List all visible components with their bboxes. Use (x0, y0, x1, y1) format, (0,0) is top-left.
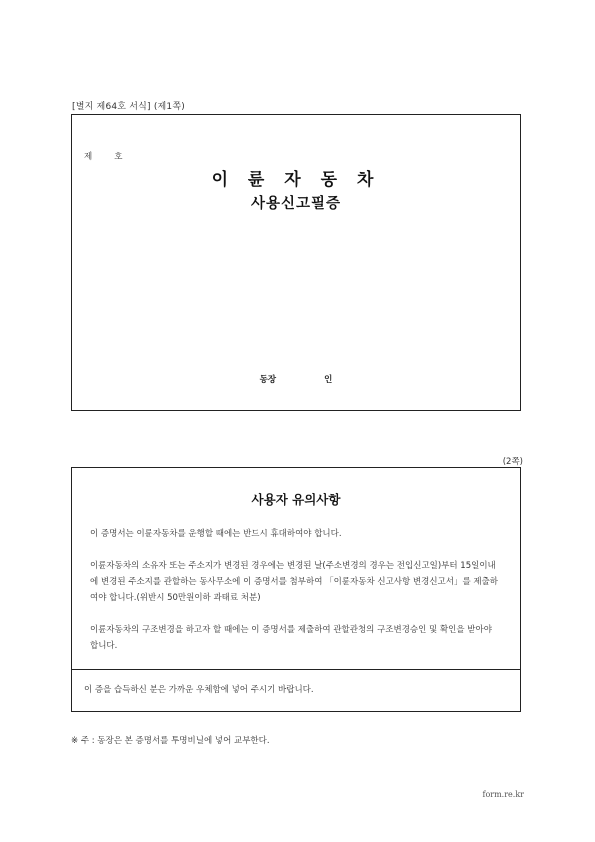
certificate-box (71, 114, 521, 411)
number-suffix: 호 (114, 152, 123, 162)
certificate-number-label (84, 150, 122, 162)
notes-paragraph-3: 이륜자동차의 구조변경을 하고자 할 때에는 이 증명서를 제출하여 관할관청의 구조변경승인 및 확인을 받아야 합니다. (90, 625, 492, 651)
signer-label: 동장 (259, 375, 277, 385)
notes-title: 사용자 유의사항 (251, 492, 341, 507)
certificate-title-line2: 사용신고필증 (250, 196, 342, 212)
number-prefix: 제 (84, 152, 93, 162)
found-notice: 이 증을 습득하신 분은 가까운 우체함에 넣어 주시기 바랍니다. (84, 685, 314, 695)
notes-paragraph-2: 이륜자동차의 소유자 또는 주소지가 변경된 경우에는 변경된 날(주소변경의 경우는 전입신고일)부터 15일이내에 변경된 주소지를 관할하는 동사무소에 이 증명서를 첨부하여 「이륜자동차 신고사항 변경신고서」를 제출하여야 합니다.(위반시 50만원이하 과태료 처분) (90, 561, 499, 603)
certificate-title-line1: 이 륜 자 동 차 (211, 170, 381, 190)
form-caption: [별지 제64호 서식] (제1쪽) (72, 102, 185, 112)
notes-box (71, 467, 521, 712)
site-watermark: form.re.kr (482, 790, 524, 799)
page2-label: (2쪽) (502, 457, 523, 467)
notes-divider (72, 669, 520, 670)
seal-label: 인 (324, 375, 333, 385)
signature-row (72, 373, 520, 385)
footnote: ※ 주 : 동장은 본 증명서를 투명비닐에 넣어 교부한다. (71, 736, 270, 746)
notes-paragraph-1: 이 증명서는 이륜자동차를 운행할 때에는 반드시 휴대하여야 합니다. (90, 529, 342, 539)
